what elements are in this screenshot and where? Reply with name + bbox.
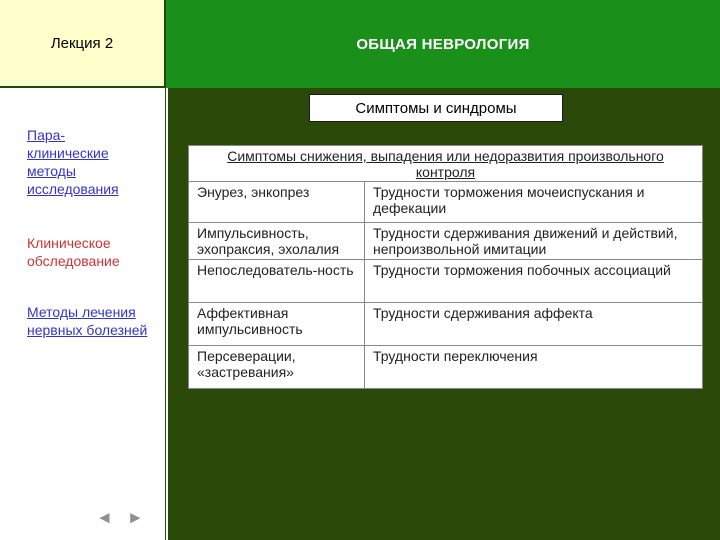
symptoms-table bbox=[188, 145, 703, 389]
table-row bbox=[189, 303, 703, 346]
symptom-cell: Персеверации, «застревания» bbox=[189, 346, 365, 389]
next-arrow-icon[interactable]: ► bbox=[126, 508, 158, 527]
table-row bbox=[189, 182, 703, 223]
symptom-cell: Энурез, энкопрез bbox=[189, 182, 365, 223]
sidebar-item-clinical[interactable]: Клиническое обследование bbox=[27, 235, 120, 269]
sidebar-item-paraclinical[interactable] bbox=[27, 126, 152, 198]
table-row bbox=[189, 260, 703, 303]
page-title: ОБЩАЯ НЕВРОЛОГИЯ bbox=[166, 0, 720, 88]
section-subtitle: Симптомы и синдромы bbox=[309, 94, 563, 122]
description-cell: Трудности сдерживания движений и действий, непроизвольной имитации bbox=[365, 223, 703, 260]
description-cell: Трудности торможения побочных ассоциаций bbox=[365, 260, 703, 303]
description-cell: Трудности сдерживания аффекта bbox=[365, 303, 703, 346]
description-cell: Трудности переключения bbox=[365, 346, 703, 389]
table-row bbox=[189, 223, 703, 260]
sidebar bbox=[0, 88, 166, 540]
symptom-cell: Непоследователь-ность bbox=[189, 260, 365, 303]
slide-navigation bbox=[96, 508, 158, 528]
description-cell: Трудности торможения мочеиспускания и дефекации bbox=[365, 182, 703, 223]
main-content bbox=[168, 88, 720, 540]
symptom-cell: Аффективная импульсивность bbox=[189, 303, 365, 346]
symptom-cell: Импульсивность, эхопраксия, эхолалия bbox=[189, 223, 365, 260]
table-row bbox=[189, 346, 703, 389]
sidebar-item-label: Пара- клинические методы исследования bbox=[27, 127, 119, 197]
table-header: Симптомы снижения, выпадения или недоразвития произвольного контроля bbox=[189, 146, 703, 182]
sidebar-item-treatment[interactable]: Методы лечения нервных болезней bbox=[27, 304, 148, 338]
lecture-label: Лекция 2 bbox=[0, 0, 166, 88]
prev-arrow-icon[interactable]: ◄ bbox=[96, 508, 127, 527]
